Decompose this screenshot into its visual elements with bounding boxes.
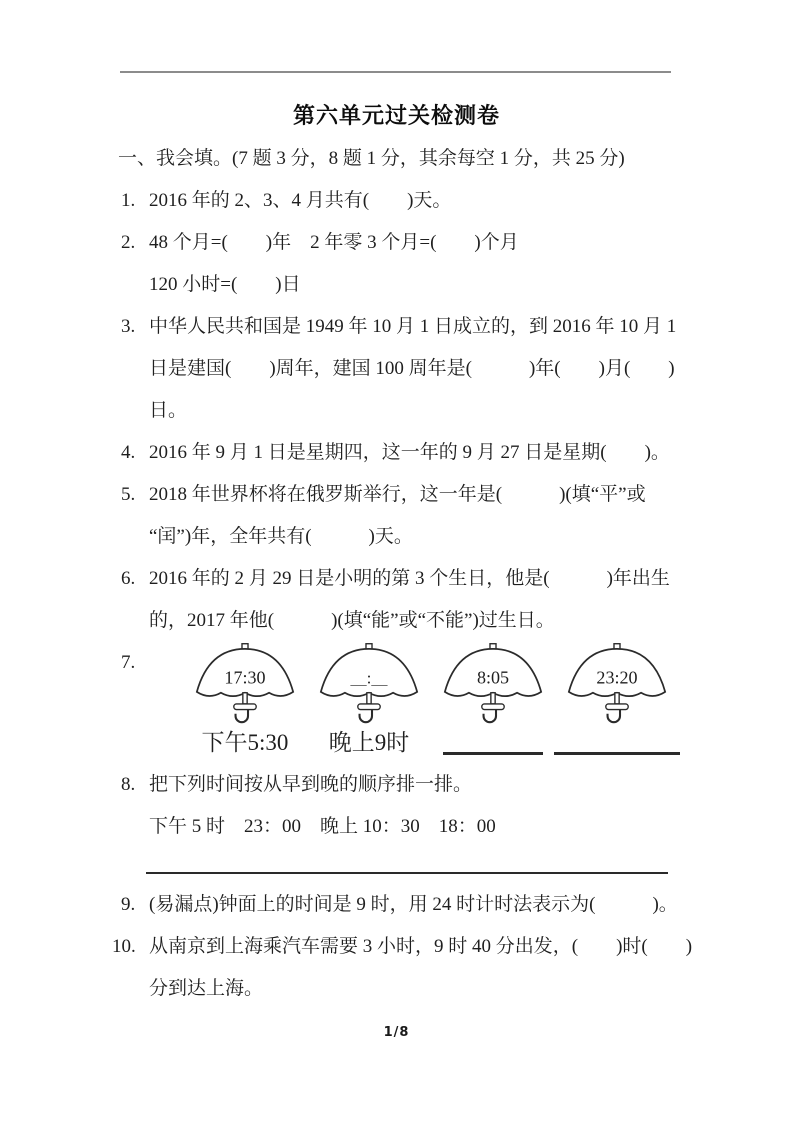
question-number: 9. (121, 894, 136, 915)
page-title: 第六单元过关检测卷 (292, 103, 500, 128)
question-text: (易漏点)钟面上的时间是 9 时，用 24 时计时法表示为( )。 (149, 894, 678, 915)
question-text: 2016 年的 2 月 29 日是小明的第 3 个生日，他是( )年出生 (149, 568, 670, 589)
question-text: 48 个月=( )年 2 年零 3 个月=( )个月 (149, 232, 519, 253)
question-text: 日是建国( )周年，建国 100 周年是( )年( )月( ) (149, 358, 675, 379)
umbrella-caption: 下午5:30 (201, 730, 289, 755)
question-text: 分到达上海。 (149, 978, 264, 999)
umbrella-item-3 (431, 642, 555, 764)
question-number: 10. (112, 936, 136, 957)
question-1 (118, 180, 680, 222)
question-number: 4. (121, 442, 136, 463)
umbrella-time-blank: ＿:＿ (350, 668, 388, 688)
umbrella-figure (149, 642, 680, 764)
question-10 (112, 926, 693, 1010)
umbrella-item-4 (555, 642, 679, 764)
question-text: 2016 年 9 月 1 日是星期四，这一年的 9 月 27 日是星期( )。 (149, 442, 670, 463)
question-text: 2018 年世界杯将在俄罗斯举行，这一年是( )(填“平”或 (149, 484, 646, 505)
umbrella-icon (311, 642, 427, 728)
page-number: 1/8 (383, 1025, 410, 1040)
umbrella-icon (435, 642, 551, 728)
question-number: 7. (121, 652, 136, 673)
worksheet-content (112, 138, 693, 1010)
answer-blank (146, 872, 668, 874)
question-6 (118, 558, 680, 642)
question-text: 2016 年的 2、3、4 月共有( )天。 (149, 190, 452, 211)
question-text: 把下列时间按从早到晚的顺序排一排。 (149, 774, 473, 795)
umbrella-item-1 (183, 642, 307, 764)
question-7 (118, 642, 680, 764)
question-3 (118, 306, 680, 432)
question-number: 5. (121, 484, 136, 505)
section-heading: 一、我会填。(7 题 3 分，8 题 1 分，其余每空 1 分，共 25 分) (118, 148, 625, 169)
umbrella-time: 17:30 (224, 667, 266, 688)
umbrella-caption: 晚上9时 (328, 730, 410, 755)
answer-blank (554, 752, 680, 755)
question-number: 2. (121, 232, 136, 253)
question-number: 3. (121, 316, 136, 337)
question-number: 1. (121, 190, 136, 211)
question-text: 的，2017 年他( )(填“能”或“不能”)过生日。 (149, 610, 555, 631)
question-text: “闰”)年，全年共有( )天。 (149, 526, 413, 547)
question-5 (118, 474, 680, 558)
umbrella-time: 23:20 (596, 667, 638, 688)
question-text: 日。 (149, 400, 188, 421)
question-2 (118, 222, 680, 306)
question-number: 8. (121, 774, 136, 795)
answer-blank (443, 752, 543, 755)
question-text: 120 小时=( )日 (149, 274, 301, 295)
question-8-answer-area (118, 848, 680, 884)
umbrella-icon (187, 642, 303, 728)
umbrella-time: 8:05 (476, 667, 510, 688)
header-rule (120, 71, 671, 73)
question-4 (118, 432, 680, 474)
question-text: 中华人民共和国是 1949 年 10 月 1 日成立的，到 2016 年 10 月 1 (149, 316, 677, 337)
question-8 (118, 764, 680, 848)
umbrella-icon (559, 642, 675, 728)
question-9 (118, 884, 680, 926)
question-number: 6. (121, 568, 136, 589)
question-text: 从南京到上海乘汽车需要 3 小时，9 时 40 分出发，( )时( ) (149, 936, 693, 957)
question-text: 下午 5 时 23：00 晚上 10：30 18：00 (149, 816, 496, 837)
umbrella-item-2 (307, 642, 431, 764)
